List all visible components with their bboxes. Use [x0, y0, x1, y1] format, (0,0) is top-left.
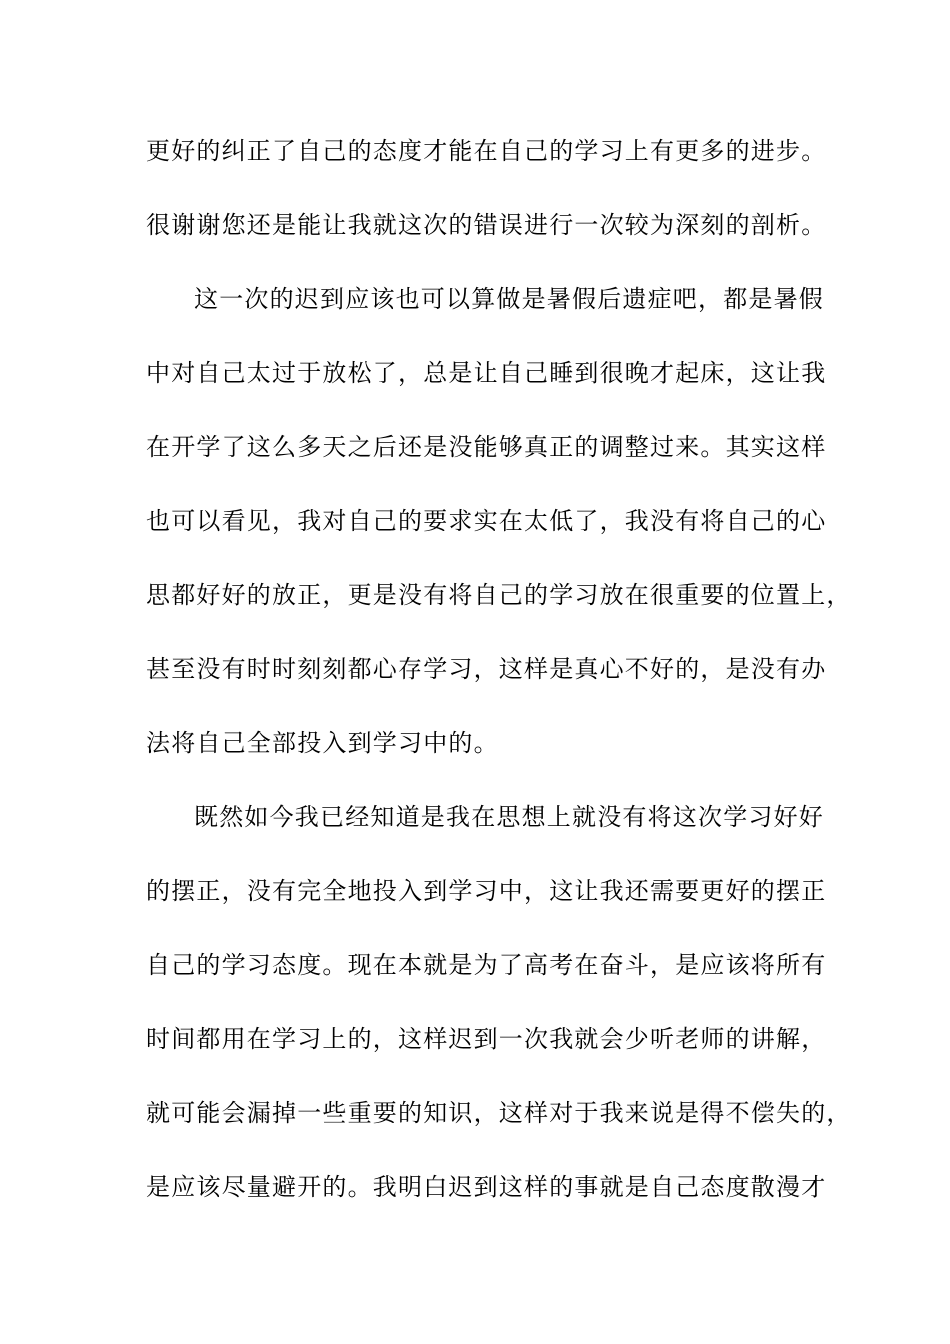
text-line: 很谢谢您还是能让我就这次的错误进行一次较为深刻的剖析。 [146, 211, 827, 239]
text-line: 甚至没有时时刻刻都心存学习，这样是真心不好的，是没有办 [146, 655, 827, 683]
text-line: 中对自己太过于放松了，总是让自己睡到很晚才起床，这让我 [146, 359, 827, 387]
document-body [146, 131, 852, 1241]
paragraph-first-line: 既然如今我已经知道是我在思想上就没有将这次学习好好 [194, 803, 824, 831]
paragraph-first-line: 这一次的迟到应该也可以算做是暑假后遗症吧，都是暑假 [194, 285, 824, 313]
text-line: 在开学了这么多天之后还是没能够真正的调整过来。其实这样 [146, 433, 827, 461]
text-line: 法将自己全部投入到学习中的。 [146, 729, 499, 757]
text-line: 就可能会漏掉一些重要的知识，这样对于我来说是得不偿失的， [146, 1099, 852, 1127]
text-line: 自己的学习态度。现在本就是为了高考在奋斗，是应该将所有 [146, 951, 827, 979]
text-line: 的摆正，没有完全地投入到学习中，这让我还需要更好的摆正 [146, 877, 827, 905]
text-line: 时间都用在学习上的，这样迟到一次我就会少听老师的讲解， [146, 1025, 827, 1053]
text-line: 更好的纠正了自己的态度才能在自己的学习上有更多的进步。 [146, 137, 827, 165]
text-line: 是应该尽量避开的。我明白迟到这样的事就是自己态度散漫才 [146, 1173, 827, 1201]
text-line: 思都好好的放正，更是没有将自己的学习放在很重要的位置上， [146, 581, 852, 609]
text-line: 也可以看见，我对自己的要求实在太低了，我没有将自己的心 [146, 507, 827, 535]
